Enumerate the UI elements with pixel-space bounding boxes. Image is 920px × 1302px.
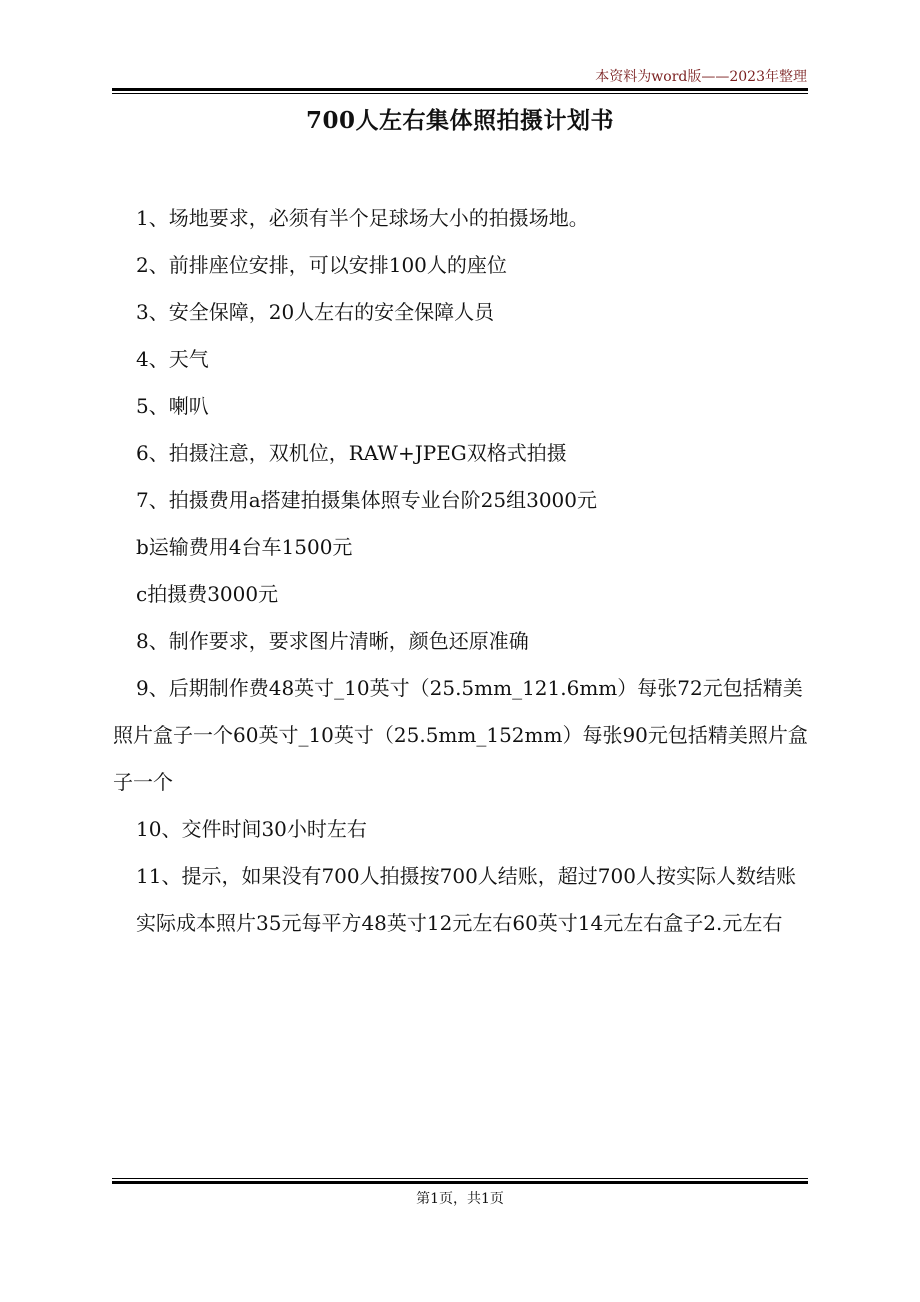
document-title: 700人左右集体照拍摄计划书: [305, 107, 614, 134]
paragraph-7b: b运输费用4台车1500元: [136, 535, 353, 559]
paragraph-8: 8、制作要求，要求图片清晰，颜色还原准确: [136, 629, 529, 653]
paragraph-6: 6、拍摄注意，双机位，RAW+JPEG双格式拍摄: [136, 441, 567, 465]
paragraph-7: 7、拍摄费用a搭建拍摄集体照专业台阶25组3000元: [136, 488, 597, 512]
header-divider: [112, 88, 808, 94]
paragraph-2: 2、前排座位安排，可以安排100人的座位: [136, 253, 507, 277]
paragraph-1: 1、场地要求，必须有半个足球场大小的拍摄场地。: [136, 206, 589, 230]
page-number: 第1页，共1页: [416, 1191, 504, 1207]
paragraph-cost-note: 实际成本照片35元每平方48英寸12元左右60英寸14元左右盒子2.元左右: [136, 911, 783, 935]
paragraph-5: 5、喇叭: [136, 394, 209, 418]
document-body: [113, 195, 809, 947]
paragraph-9: 9、后期制作费48英寸_10英寸（25.5mm_121.6mm）每张72元包括精美照片盒子一个60英寸_10英寸（25.5mm_152mm）每张90元包括精美照片盒子一个: [113, 676, 808, 794]
header-note: 本资料为word版——2023年整理: [595, 69, 807, 85]
paragraph-4: 4、天气: [136, 347, 209, 371]
paragraph-11: 11、提示，如果没有700人拍摄按700人结账，超过700人按实际人数结账: [136, 864, 796, 888]
paragraph-10: 10、交件时间30小时左右: [136, 817, 367, 841]
paragraph-3: 3、安全保障，20人左右的安全保障人员: [136, 300, 495, 324]
footer-divider: [112, 1178, 808, 1184]
paragraph-7c: c拍摄费3000元: [136, 582, 279, 606]
